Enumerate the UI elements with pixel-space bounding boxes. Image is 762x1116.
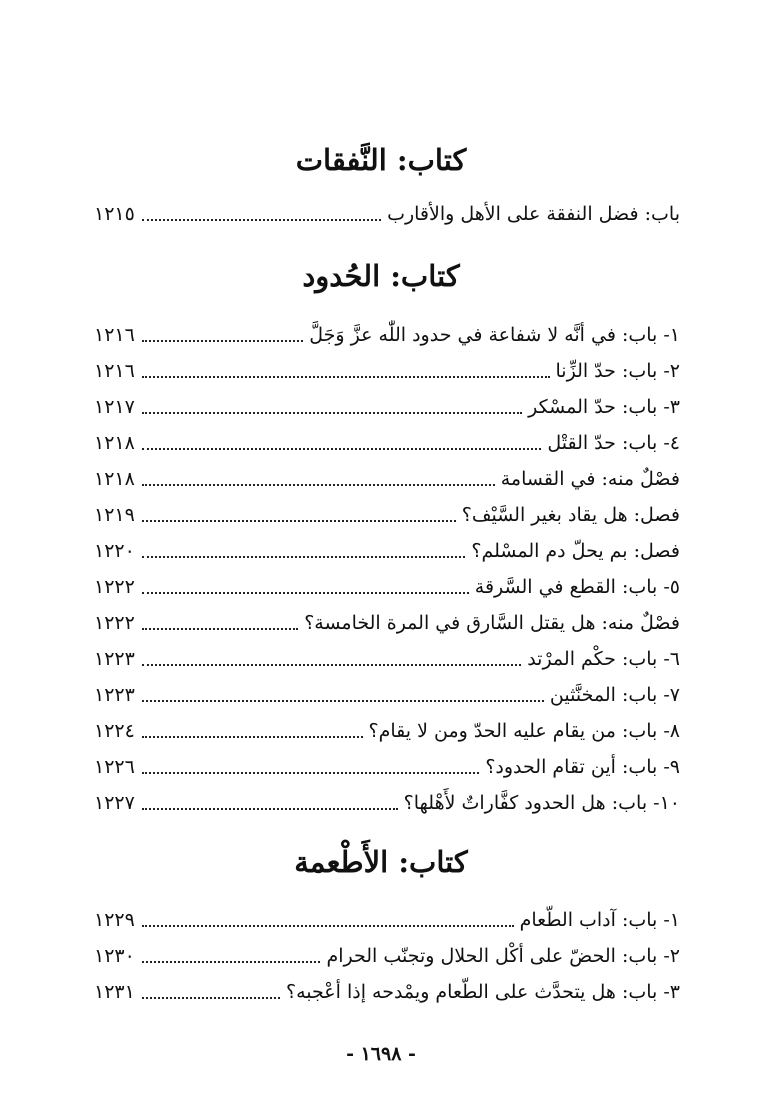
toc-entry xyxy=(94,642,680,672)
toc-entry xyxy=(94,903,680,933)
toc-entry xyxy=(94,498,680,528)
toc-entry xyxy=(94,939,680,969)
toc-entry-page: ١٢١٧ xyxy=(94,396,135,418)
toc-entry-page: ١٢٢٣ xyxy=(94,648,135,670)
toc-entry-page: ١٢٢٧ xyxy=(94,792,135,814)
toc-entry-page: ١٢٢٣ xyxy=(94,684,135,706)
toc-entry-label: فصْلٌ منه: في القسامة xyxy=(500,468,680,490)
toc-entry xyxy=(94,714,680,744)
toc-entry-page: ١٢٣١ xyxy=(94,981,135,1003)
toc-entry-label: ٧- باب: المخنَّثين xyxy=(549,684,680,706)
toc-entry-label: ١- باب: في أنَّه لا شفاعة في حدود اللّٰه عزَّ وَجَلَّ xyxy=(309,324,680,346)
dot-leader xyxy=(142,412,522,414)
toc-entry xyxy=(94,426,680,456)
toc-entry xyxy=(94,462,680,492)
section-heading-atima: كتاب: الأَطْعمة xyxy=(294,845,468,879)
toc-entry-label: فصل: هل يقاد بغير السَّيْف؟ xyxy=(461,504,680,526)
dot-leader xyxy=(142,700,544,702)
toc-entry-label: باب: فضل النفقة على الأهل والأقارب xyxy=(387,203,680,225)
toc-entry-page: ١٢١٥ xyxy=(94,203,135,225)
toc-entry-page: ١٢٢٩ xyxy=(94,909,135,931)
dot-leader xyxy=(142,592,469,594)
toc-entry-label: فصْلٌ منه: هل يقتل السَّارق في المرة الخامسة؟ xyxy=(304,612,680,634)
toc-entry-page: ١٢١٨ xyxy=(94,468,135,490)
dot-leader xyxy=(142,925,514,927)
toc-entry xyxy=(94,354,680,384)
toc-entry-page: ١٢٢٢ xyxy=(94,576,135,598)
toc-entry-label: ٤- باب: حدّ القتْل xyxy=(547,432,680,454)
toc-entry xyxy=(94,318,680,348)
toc-entry-label: ١- باب: آداب الطّعام xyxy=(519,909,680,931)
dot-leader xyxy=(142,808,398,810)
dot-leader xyxy=(142,520,456,522)
dot-leader xyxy=(142,772,479,774)
dot-leader xyxy=(142,376,550,378)
toc-entry xyxy=(94,786,680,816)
dot-leader xyxy=(142,997,280,999)
dot-leader xyxy=(142,961,320,963)
toc-entry xyxy=(94,606,680,636)
toc-entry-label: ٢- باب: حدّ الزِّنا xyxy=(555,360,680,382)
toc-entry-label: فصل: بم يحلّ دم المسْلم؟ xyxy=(471,540,680,562)
toc-entry-label: ٣- باب: هل يتحدَّث على الطّعام ويمْدحه إذا أعْجبه؟ xyxy=(286,981,680,1003)
dot-leader xyxy=(142,736,363,738)
toc-entry-label: ٢- باب: الحضّ على أكْل الحلال وتجنّب الحرام xyxy=(326,945,680,967)
dot-leader xyxy=(142,628,298,630)
toc-entry-label: ٥- باب: القطع في السَّرقة xyxy=(474,576,680,598)
toc-entry-page: ١٢٢٦ xyxy=(94,756,135,778)
toc-entry-label: ٣- باب: حدّ المسْكر xyxy=(528,396,680,418)
page-number: - ١٦٩٨ - xyxy=(346,1043,416,1065)
toc-entry-page: ١٢١٦ xyxy=(94,324,135,346)
toc-entry xyxy=(94,975,680,1005)
toc-entry-label: ٩- باب: أين تقام الحدود؟ xyxy=(485,756,680,778)
dot-leader xyxy=(142,219,381,221)
toc-entry-page: ١٢٢٤ xyxy=(94,720,135,742)
toc-entry-label: ١٠- باب: هل الحدود كفَّاراتٌ لأَهْلها؟ xyxy=(403,792,680,814)
toc-entry-label: ٦- باب: حكْم المرْتد xyxy=(527,648,680,670)
toc-entry xyxy=(94,197,680,227)
dot-leader xyxy=(142,448,541,450)
section-heading-nafaqat: كتاب: النَّفقات xyxy=(295,143,467,177)
dot-leader xyxy=(142,664,521,666)
toc-entry-page: ١٢١٩ xyxy=(94,504,135,526)
toc-entry-page: ١٢٣٠ xyxy=(94,945,135,967)
toc-entry-label: ٨- باب: من يقام عليه الحدّ ومن لا يقام؟ xyxy=(368,720,680,742)
toc-entry-page: ١٢٢٠ xyxy=(94,540,135,562)
toc-entry xyxy=(94,750,680,780)
dot-leader xyxy=(142,484,495,486)
toc-entry xyxy=(94,534,680,564)
toc-entry xyxy=(94,678,680,708)
section-heading-hudud: كتاب: الحُدود xyxy=(302,259,460,293)
dot-leader xyxy=(142,340,303,342)
dot-leader xyxy=(142,556,465,558)
toc-entry xyxy=(94,570,680,600)
toc-entry-page: ١٢٢٢ xyxy=(94,612,135,634)
toc-entry-page: ١٢١٦ xyxy=(94,360,135,382)
toc-entry-page: ١٢١٨ xyxy=(94,432,135,454)
toc-entry xyxy=(94,390,680,420)
